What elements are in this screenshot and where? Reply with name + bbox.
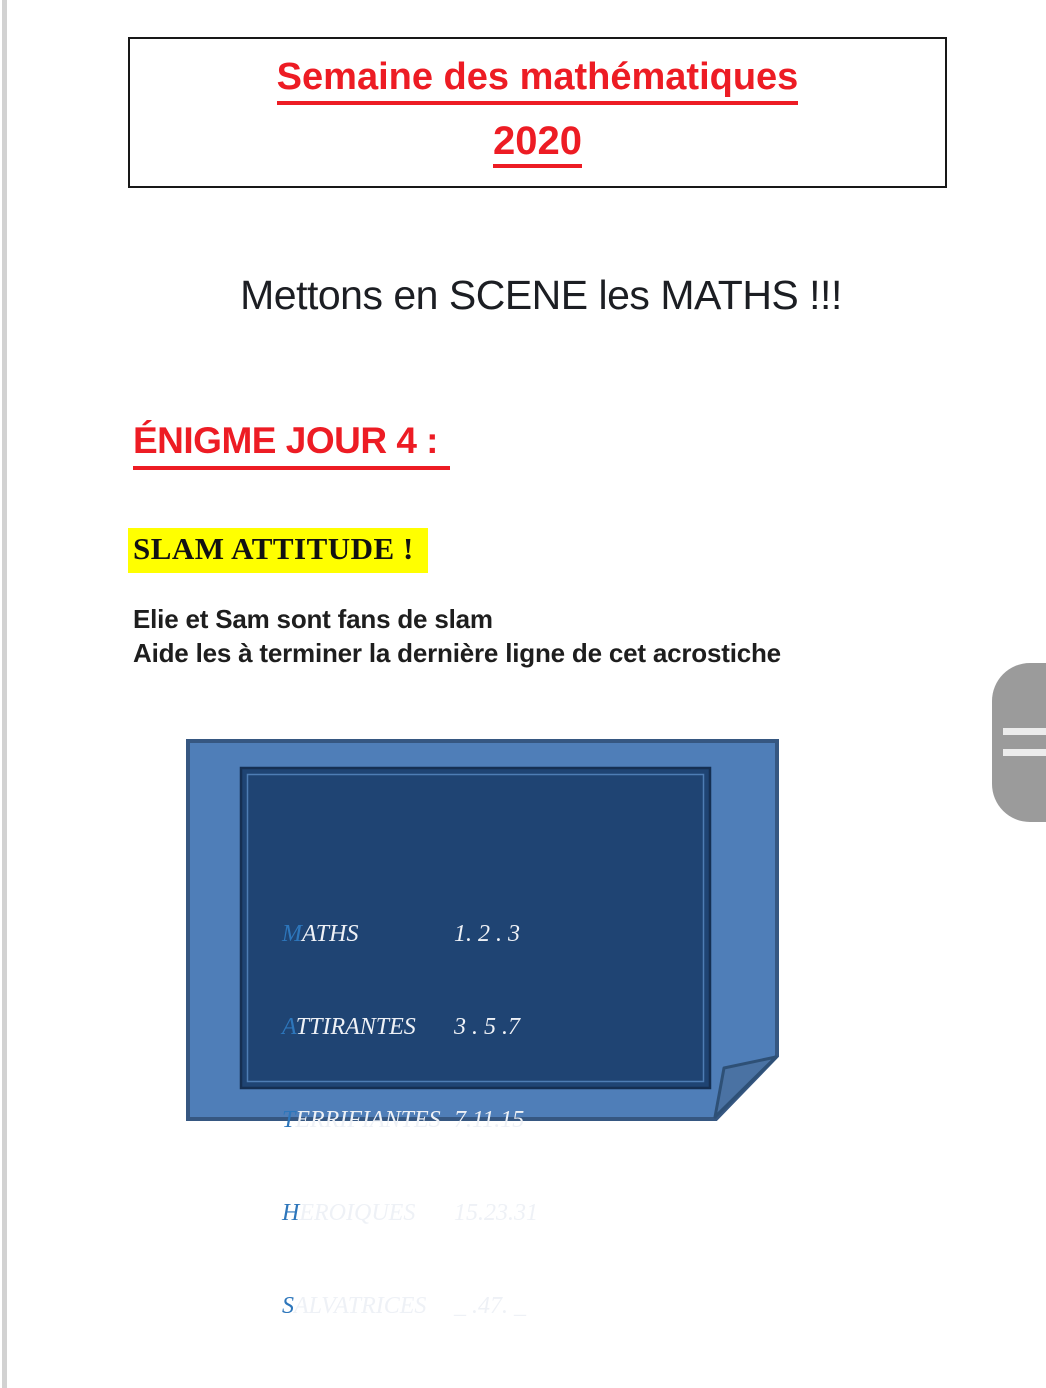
acrostic-word: TTIRANTES bbox=[295, 1014, 416, 1040]
acrostic-initial: M bbox=[282, 921, 302, 947]
acrostic-line bbox=[282, 1291, 538, 1322]
banner-year: 2020 bbox=[493, 120, 582, 168]
scroll-handle[interactable] bbox=[992, 663, 1046, 822]
acrostic-initial: S bbox=[282, 1293, 294, 1319]
acrostic-initial: A bbox=[282, 1014, 296, 1040]
enigme-heading: ÉNIGME JOUR 4 : bbox=[133, 420, 450, 470]
acrostic-numbers: _ .47. _ bbox=[454, 1293, 526, 1319]
slam-attitude-highlight: SLAM ATTITUDE ! bbox=[128, 528, 428, 573]
acrostic-initial: H bbox=[282, 1200, 300, 1226]
acrostic-word: ERRIFIANTES bbox=[295, 1107, 441, 1133]
intro-line-2: Aide les à terminer la dernière ligne de cet acrostiche bbox=[133, 638, 781, 668]
acrostic-numbers: 3 . 5 .7 bbox=[454, 1014, 520, 1040]
grip-lines-icon bbox=[1003, 749, 1046, 756]
intro-line-1: Elie et Sam sont fans de slam bbox=[133, 604, 493, 634]
grip-lines-icon bbox=[1003, 728, 1046, 735]
acrostic-word: ALVATRICES bbox=[294, 1293, 427, 1319]
acrostic-text bbox=[282, 857, 538, 1384]
acrostic-numbers: 15.23.31 bbox=[454, 1200, 538, 1226]
acrostic-initial: T bbox=[282, 1107, 296, 1133]
page-left-edge-strip bbox=[2, 0, 7, 1388]
acrostic-line bbox=[282, 1105, 538, 1136]
acrostic-line bbox=[282, 919, 538, 950]
acrostic-word: ATHS bbox=[302, 921, 359, 947]
banner-title: Semaine des mathématiques bbox=[277, 57, 799, 106]
acrostic-line bbox=[282, 1198, 538, 1229]
title-banner-box bbox=[128, 37, 947, 188]
acrostic-line bbox=[282, 1012, 538, 1043]
acrostic-numbers: 7.11.15 bbox=[454, 1107, 525, 1133]
intro-paragraph bbox=[133, 602, 781, 670]
acrostic-numbers: 1. 2 . 3 bbox=[454, 921, 520, 947]
page-subtitle: Mettons en SCENE les MATHS !!! bbox=[240, 272, 842, 318]
acrostic-word: EROIQUES bbox=[299, 1200, 416, 1226]
acrostic-card bbox=[186, 739, 780, 1319]
